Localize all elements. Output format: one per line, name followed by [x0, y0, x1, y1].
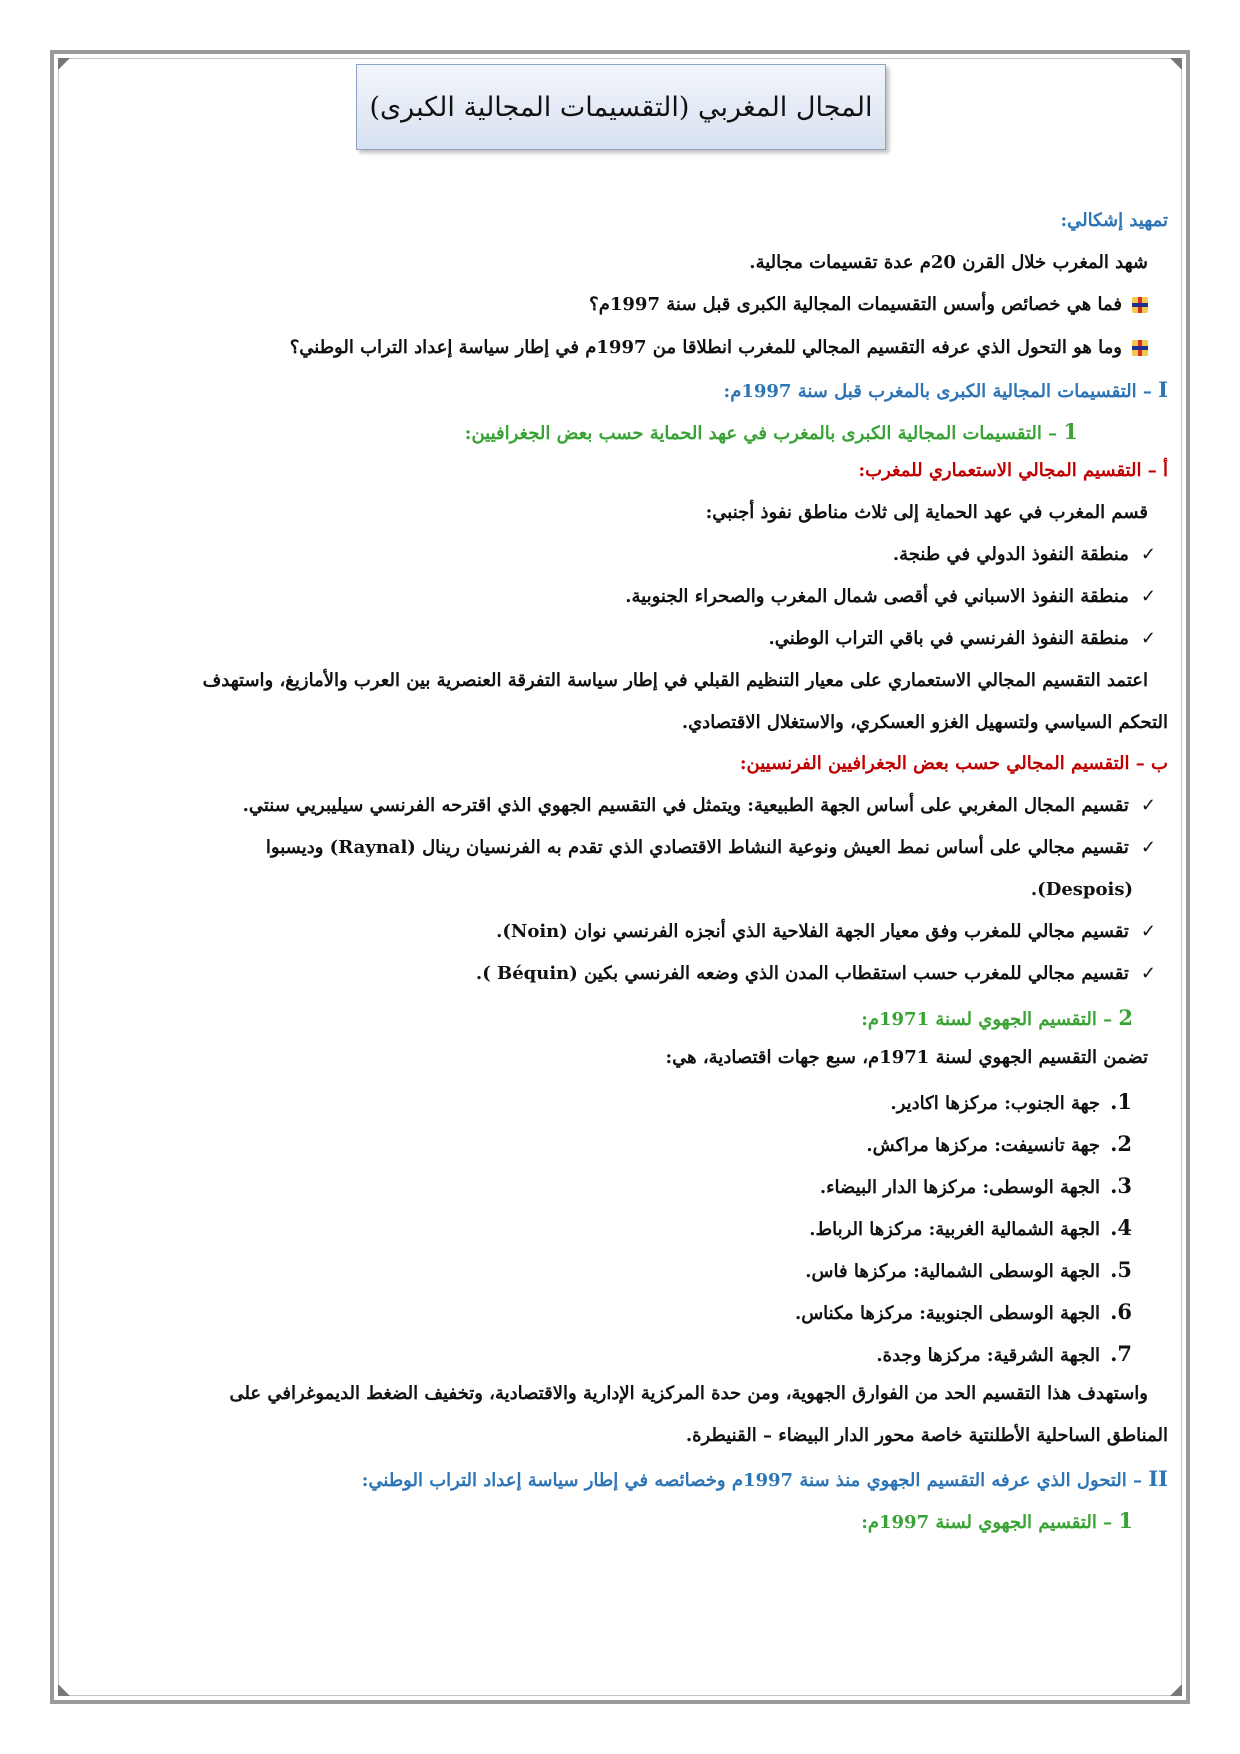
list-item: ✓تقسيم المجال المغربي على أساس الجهة الطبيعية: ويتمثل في التقسيم الجهوي الذي اقترحه الفرنسي سيليبريي سنتي.	[242, 795, 1156, 816]
paragraph-line: التحكم السياسي ولتسهيل الغزو العسكري، والاستغلال الاقتصادي.	[681, 712, 1168, 733]
intro-heading: تمهيد إشكالي:	[1060, 210, 1168, 231]
bullet-icon	[1132, 297, 1148, 313]
question-1: فما هي خصائص وأسس التقسيمات المجالية الكبرى قبل سنة 1997م؟	[589, 294, 1148, 315]
checkmark-icon: ✓	[1140, 544, 1156, 565]
list-item: ✓منطقة النفوذ الدولي في طنجة.	[892, 544, 1156, 565]
list-item: ✓منطقة النفوذ الفرنسي في باقي التراب الوطني.	[768, 628, 1156, 649]
subsection-2-heading: 2 – التقسيم الجهوي لسنة 1971م:	[861, 1005, 1133, 1030]
checkmark-icon: ✓	[1140, 921, 1156, 942]
list-item: ✓تقسيم مجالي على أساس نمط العيش ونوعية النشاط الاقتصادي الذي تقدم به الفرنسيان رينال (Raynal) وديسبوا	[265, 837, 1156, 858]
part-a-heading: أ – التقسيم المجالي الاستعماري للمغرب:	[858, 460, 1168, 481]
part-a-intro: قسم المغرب في عهد الحماية إلى ثلاث مناطق نفوذ أجنبي:	[705, 502, 1148, 523]
corner-ornament	[1170, 58, 1182, 70]
page-title: المجال المغربي (التقسيمات المجالية الكبرى)	[356, 64, 886, 150]
region-item: 7.الجهة الشرقية: مركزها وجدة.	[876, 1341, 1132, 1366]
checkmark-icon: ✓	[1140, 837, 1156, 858]
corner-ornament	[1170, 1684, 1182, 1696]
subsection-1-heading: 1 – التقسيمات المجالية الكبرى بالمغرب في عهد الحماية حسب بعض الجغرافيين:	[464, 419, 1078, 444]
subsection-2-intro: تضمن التقسيم الجهوي لسنة 1971م، سبع جهات اقتصادية، هي:	[665, 1047, 1148, 1068]
list-item: ✓منطقة النفوذ الاسباني في أقصى شمال المغرب والصحراء الجنوبية.	[625, 586, 1156, 607]
list-item: ✓تقسيم مجالي للمغرب حسب استقطاب المدن الذي وضعه الفرنسي بكين (Béquin ).	[475, 963, 1156, 984]
region-item: 6.الجهة الوسطى الجنوبية: مركزها مكناس.	[794, 1299, 1132, 1324]
region-item: 2.جهة تانسيفت: مركزها مراكش.	[866, 1131, 1132, 1156]
bullet-icon	[1132, 340, 1148, 356]
checkmark-icon: ✓	[1140, 628, 1156, 649]
paragraph-line: المناطق الساحلية الأطلنتية خاصة محور الدار البيضاء – القنيطرة.	[685, 1425, 1168, 1446]
checkmark-icon: ✓	[1140, 586, 1156, 607]
region-item: 5.الجهة الوسطى الشمالية: مركزها فاس.	[805, 1257, 1132, 1282]
part-b-heading: ب – التقسيم المجالي حسب بعض الجغرافيين الفرنسيين:	[739, 753, 1168, 774]
region-item: 1.جهة الجنوب: مركزها اكادير.	[890, 1089, 1132, 1114]
section-2-subsection-1-heading: 1 – التقسيم الجهوي لسنة 1997م:	[861, 1508, 1133, 1533]
question-2: وما هو التحول الذي عرفه التقسيم المجالي للمغرب انطلاقا من 1997م في إطار سياسة إعداد التراب الوطني؟	[290, 337, 1148, 358]
list-item-continuation: (Despois).	[1030, 879, 1133, 900]
corner-ornament	[58, 58, 70, 70]
section-1-heading: I – التقسيمات المجالية الكبرى بالمغرب قبل سنة 1997م:	[723, 377, 1168, 402]
list-item: ✓تقسيم مجالي للمغرب وفق معيار الجهة الفلاحية الذي أنجزه الفرنسي نوان (Noin).	[496, 921, 1156, 942]
paragraph-line: واستهدف هذا التقسيم الحد من الفوارق الجهوية، ومن حدة المركزية الإدارية والاقتصادية، وتخفيف الضغط الديموغرافي على	[229, 1383, 1148, 1404]
checkmark-icon: ✓	[1140, 795, 1156, 816]
corner-ornament	[58, 1684, 70, 1696]
section-2-heading: II – التحول الذي عرفه التقسيم الجهوي منذ سنة 1997م وخصائصه في إطار سياسة إعداد التراب الوطني:	[361, 1466, 1168, 1491]
intro-text: شهد المغرب خلال القرن 20م عدة تقسيمات مجالية.	[749, 252, 1148, 273]
region-item: 3.الجهة الوسطى: مركزها الدار البيضاء.	[819, 1173, 1132, 1198]
paragraph-line: اعتمد التقسيم المجالي الاستعماري على معيار التنظيم القبلي في إطار سياسة التفرقة العنصرية بين العرب والأمازيغ، واستهدف	[202, 670, 1148, 691]
region-item: 4.الجهة الشمالية الغربية: مركزها الرباط.	[809, 1215, 1132, 1240]
checkmark-icon: ✓	[1140, 963, 1156, 984]
